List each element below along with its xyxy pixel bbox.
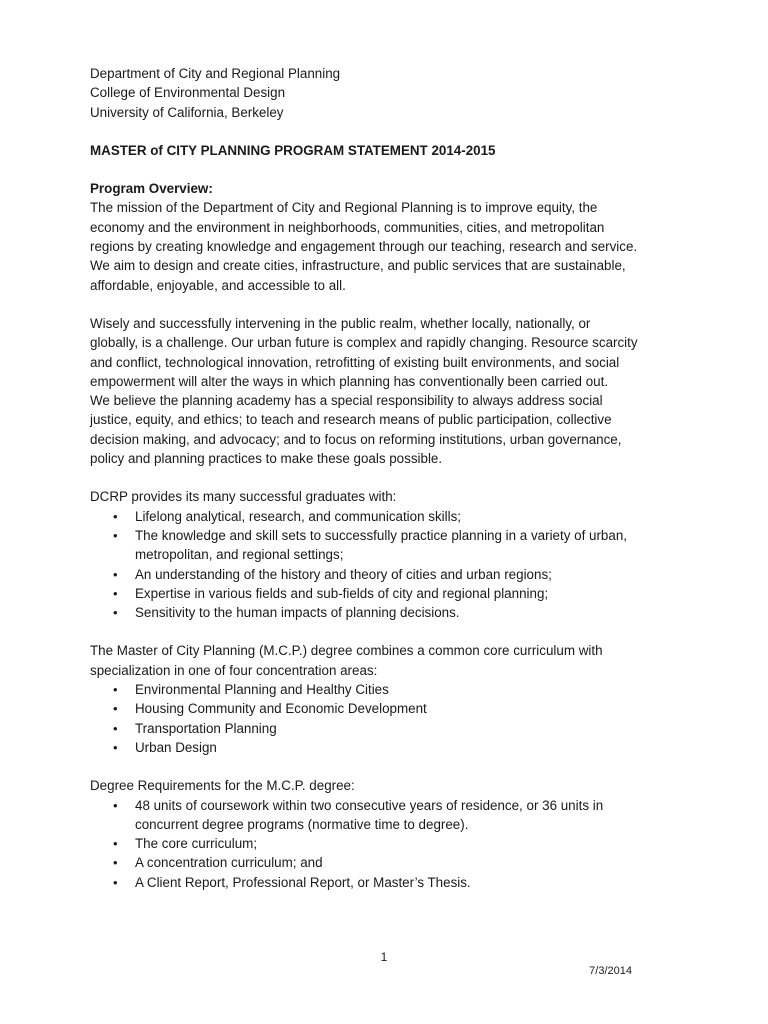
overview-paragraph-2: Wisely and successfully intervening in the public realm, whether locally, nationally, or globally, is a challenge. Our urban future is complex and rapidly changing. Resource scarcity and conflict, technological innovation, retrofitting of existing built environments, and social empowerment will alter the ways in which planning has conventionally been carried out. We believe the planning academy has a special responsibility to always address social justice, equity, and ethics; to teach and research means of public participation, collective decision making, and advocacy; and to focus on reforming institutions, urban governance, policy and planning practices to make these goals possible. [90,315,638,467]
degree-intro: The Master of City Planning (M.C.P.) degree combines a common core curriculum with specialization in one of four concentration areas: [90,643,603,678]
overview-paragraph-1: The mission of the Department of City and Regional Planning is to improve equity, the economy and the environment in neighborhoods, communities, cities, and metropolitan regions by creating knowledge and engagement through our teaching, research and service. We aim to design and create cities, infrastructure, and public services that are sustainable, affordable, enjoyable, and accessible to all. [90,200,638,293]
document-title: MASTER of CITY PLANNING PROGRAM STATEMENT 2014-2015 [90,142,496,158]
bullet-icon: • [113,527,118,543]
list-item: • A concentration curriculum; and [90,853,680,872]
list-item: • Transportation Planning [90,719,680,738]
bullet-icon: • [113,739,118,755]
bullet-icon: • [113,874,118,890]
list-item: • Urban Design [90,738,680,757]
graduates-intro: DCRP provides its many successful graduates with: [90,489,397,505]
requirements-list [90,796,680,892]
program-overview-heading: Program Overview: [90,181,213,197]
footer-date: 7/3/2014 [589,965,632,977]
bullet-icon: • [113,585,118,601]
header-line: University of California, Berkeley [90,104,284,120]
list-item: • Environmental Planning and Healthy Cities [90,680,680,699]
bullet-icon: • [113,855,118,871]
header-line: Department of City and Regional Planning [90,66,341,81]
department-header [90,64,680,122]
list-item: • 48 units of coursework within two consecutive years of residence, or 36 units in concurrent degree programs (normative time to degree). [113,797,604,832]
list-item: • The core curriculum; [90,834,680,853]
bullet-icon: • [113,701,118,717]
header-line: College of Environmental Design [90,85,286,101]
graduates-list [90,507,680,623]
list-item: • Housing Community and Economic Development [90,699,680,718]
bullet-icon: • [113,682,118,698]
requirements-intro: Degree Requirements for the M.C.P. degree: [90,778,355,794]
bullet-icon: • [113,566,118,582]
bullet-icon: • [113,797,118,813]
page-number: 1 [380,950,388,964]
list-item: • Lifelong analytical, research, and communication skills; [90,507,680,526]
list-item: • Sensitivity to the human impacts of planning decisions. [90,603,680,622]
bullet-icon: • [113,508,118,524]
bullet-icon: • [113,605,118,621]
bullet-icon: • [113,720,118,736]
list-item: • A Client Report, Professional Report, or Master’s Thesis. [90,873,680,892]
bullet-icon: • [113,836,118,852]
list-item: • The knowledge and skill sets to successfully practice planning in a variety of urban, metropolitan, and regional settings; [113,527,627,563]
concentration-list [90,680,680,757]
document-page [90,64,680,892]
list-item: • An understanding of the history and theory of cities and urban regions; [90,565,680,584]
list-item: • Expertise in various fields and sub-fields of city and regional planning; [90,584,680,603]
